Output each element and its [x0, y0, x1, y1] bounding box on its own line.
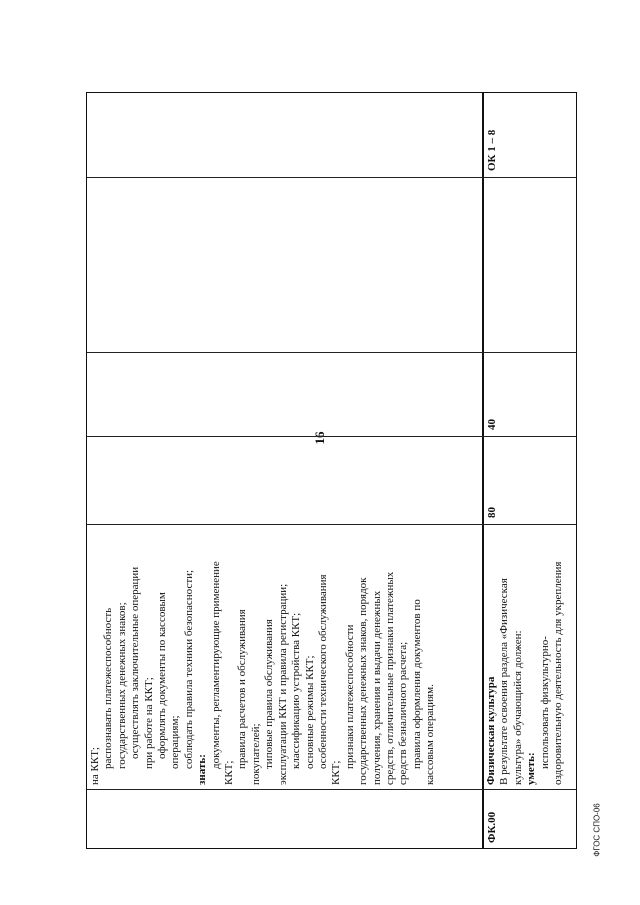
text-line: покупателей; — [249, 723, 262, 785]
text-line: осуществлять заключительные операции — [129, 566, 142, 759]
text-line: классификацию устройства ККТ; — [290, 612, 303, 769]
competencies-value: ОК 1 – 8 — [486, 129, 498, 171]
text-line: ККТ; — [330, 760, 343, 785]
text-line: ККТ; — [223, 760, 236, 785]
text-line: средств, отличительные признаки платежных — [383, 571, 396, 785]
text-line: использовать физкультурно- — [538, 636, 551, 769]
text-line: уметь: — [525, 752, 538, 785]
text-line: государственных денежных знаков; — [115, 602, 128, 769]
footer-stamp: ФГОС СПО-06 — [592, 803, 602, 857]
text-line: распознавать платежеспособность — [102, 607, 115, 769]
competencies-cell — [482, 92, 577, 177]
competencies-cell — [86, 92, 482, 177]
code-cell — [86, 789, 482, 849]
text-line: получения, хранения и выдачи денежных — [370, 590, 383, 785]
text-line: типовые правила обслуживания — [263, 619, 276, 769]
text-line: кассовым операциям. — [424, 684, 437, 785]
text-line: признаки платежеспособности — [343, 624, 356, 769]
text-line: правила расчетов и обслуживания — [236, 609, 249, 769]
text-line: оформлять документы по кассовым — [156, 592, 169, 759]
text-line: соблюдать правила техники безопасности; — [182, 569, 195, 769]
table-row-continuation — [86, 92, 484, 849]
text-line: средств безналичного расчета; — [397, 641, 410, 785]
description-cell — [482, 524, 577, 789]
curriculum-table — [86, 92, 577, 849]
text-line: документы, регламентирующие применение — [209, 561, 222, 769]
text-line: оздоровительную деятельность для укрепления — [552, 561, 565, 785]
compulsory-load-value: 40 — [486, 419, 498, 430]
table-row-physical-culture — [482, 92, 577, 849]
description-text — [485, 529, 565, 785]
text-line: В результате освоения раздела «Физическая — [498, 578, 511, 785]
description-cell — [86, 524, 482, 789]
text-line: на ККТ; — [89, 747, 101, 785]
page-number: 16 — [312, 431, 327, 445]
text-line: государственных денежных знаков, порядок — [357, 577, 370, 785]
text-line: особенности технического обслуживания — [316, 574, 329, 769]
max-load-cell — [86, 436, 482, 524]
section-code: ФК.00 — [486, 811, 498, 843]
text-line: операциям; — [169, 715, 182, 769]
text-line: эксплуатации ККТ и правила регистрации; — [276, 583, 289, 785]
text-line: правила оформления документов по — [410, 599, 423, 769]
compulsory-load-cell — [482, 352, 577, 436]
text-line: культура» обучающийся должен: — [511, 630, 524, 785]
max-load-value: 80 — [486, 507, 498, 518]
text-line: основные режимы ККТ; — [303, 655, 316, 769]
discipline-cell — [482, 177, 577, 352]
discipline-cell — [86, 177, 482, 352]
text-line: Физическая культура — [485, 676, 497, 785]
max-load-cell — [482, 436, 577, 524]
text-line: при работе на ККТ; — [142, 677, 155, 769]
text-line: знать: — [196, 754, 209, 785]
compulsory-load-cell — [86, 352, 482, 436]
code-cell — [482, 789, 577, 849]
description-text — [89, 529, 438, 785]
